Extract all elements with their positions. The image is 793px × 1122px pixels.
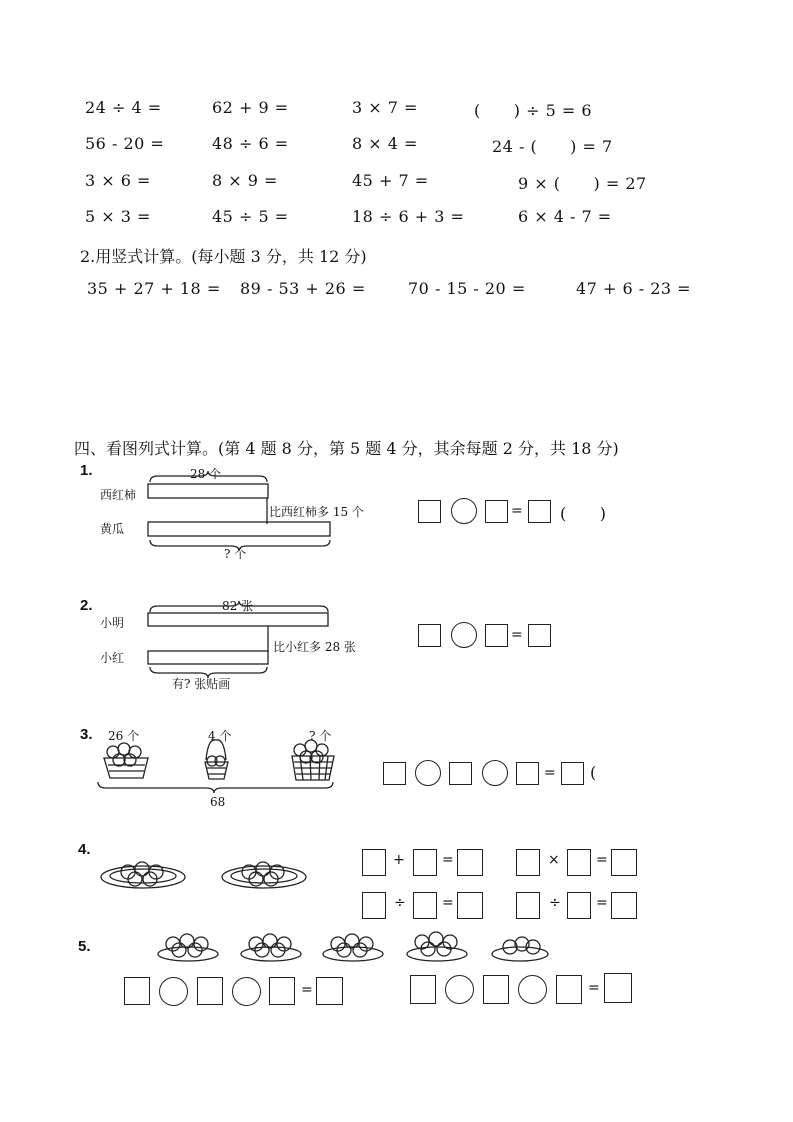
- equation: 24 ÷ 4 =: [85, 98, 162, 117]
- basket-label: ? 个: [309, 729, 332, 743]
- operator-circle[interactable]: [445, 975, 474, 1004]
- question-number: 5.: [78, 938, 91, 955]
- question-2-title: 2.用竖式计算。(每小题 3 分，共 12 分): [80, 247, 367, 266]
- equals-sign: =: [511, 627, 523, 643]
- plus-sign: +: [393, 852, 405, 868]
- row-label: 小红: [100, 651, 125, 665]
- answer-box[interactable]: [269, 977, 295, 1005]
- equation: 48 ÷ 6 =: [212, 134, 289, 153]
- equation: 8 × 4 =: [352, 134, 418, 153]
- equation: 70 - 15 - 20 =: [408, 279, 526, 298]
- equation: 6 × 4 - 7 =: [518, 207, 612, 226]
- equation: 89 - 53 + 26 =: [240, 279, 366, 298]
- bar-bottom-label: ? 个: [224, 547, 247, 561]
- bar-top-label: 28 个: [190, 467, 222, 481]
- equation: 35 + 27 + 18 =: [87, 279, 221, 298]
- question-number: 1.: [80, 462, 93, 479]
- unit-parenthesis[interactable]: (: [590, 763, 597, 782]
- equals-sign: =: [588, 980, 600, 996]
- equation: 3 × 6 =: [85, 171, 151, 190]
- operator-circle[interactable]: [232, 977, 261, 1006]
- unit-parenthesis[interactable]: ( ): [560, 504, 607, 523]
- operator-circle[interactable]: [159, 977, 188, 1006]
- equation: 56 - 20 =: [85, 134, 165, 153]
- basket-label: 4 个: [208, 729, 232, 743]
- equation: 47 + 6 - 23 =: [576, 279, 692, 298]
- answer-box[interactable]: [604, 973, 632, 1003]
- answer-box[interactable]: [410, 975, 436, 1004]
- equals-sign: =: [511, 503, 523, 519]
- row-label: 西红柿: [100, 488, 137, 502]
- divide-sign: ÷: [394, 895, 406, 911]
- difference-label: 比西红柿多 15 个: [269, 505, 364, 519]
- equals-sign: =: [301, 982, 313, 998]
- equals-sign: =: [442, 852, 454, 868]
- question-number: 3.: [80, 726, 93, 743]
- answer-box[interactable]: [197, 977, 223, 1005]
- answer-box[interactable]: [316, 977, 343, 1005]
- question-number: 4.: [78, 841, 91, 858]
- divide-sign: ÷: [549, 895, 561, 911]
- row-label: 小明: [100, 616, 125, 630]
- equation: 62 + 9 =: [212, 98, 289, 117]
- section-4-title: 四、看图列式计算。(第 4 题 8 分，第 5 题 4 分，其余每题 2 分，共 18 分): [74, 439, 619, 458]
- equation: 45 ÷ 5 =: [212, 207, 289, 226]
- equals-sign: =: [544, 765, 556, 781]
- answer-box[interactable]: [556, 975, 582, 1004]
- question-number: 2.: [80, 597, 93, 614]
- bar-top-label: 82 张: [222, 599, 254, 613]
- equation: 24 - ( ) = 7: [492, 137, 613, 156]
- equation: 5 × 3 =: [85, 207, 151, 226]
- equation: 18 ÷ 6 + 3 =: [352, 207, 465, 226]
- difference-label: 比小红多 28 张: [273, 640, 356, 654]
- equation: 45 + 7 =: [352, 171, 429, 190]
- total-label: 68: [210, 795, 226, 809]
- equation: 9 × ( ) = 27: [518, 174, 647, 193]
- equals-sign: =: [596, 852, 608, 868]
- operator-circle[interactable]: [518, 975, 547, 1004]
- equation: 8 × 9 =: [212, 171, 278, 190]
- answer-box[interactable]: [483, 975, 509, 1004]
- equation: 3 × 7 =: [352, 98, 418, 117]
- equation: ( ) ÷ 5 = 6: [474, 101, 593, 120]
- basket-label: 26 个: [108, 729, 140, 743]
- equals-sign: =: [442, 895, 454, 911]
- times-sign: ×: [548, 852, 560, 868]
- row-label: 黄瓜: [100, 522, 125, 536]
- equals-sign: =: [596, 895, 608, 911]
- bar-bottom-label: 有? 张贴画: [172, 677, 231, 691]
- answer-box[interactable]: [124, 977, 150, 1005]
